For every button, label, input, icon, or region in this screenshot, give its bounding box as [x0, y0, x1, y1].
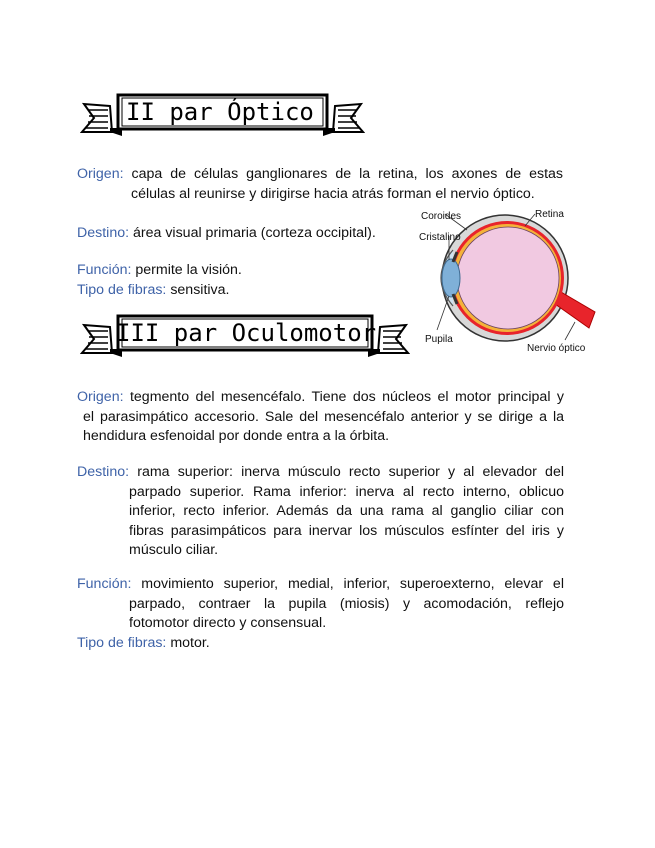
tipo-text: motor. [170, 634, 210, 651]
destino-label: Destino: [77, 225, 130, 241]
funcion-optico [77, 261, 242, 300]
eye-diagram [415, 200, 605, 360]
origen-optico [77, 165, 563, 204]
origen-text-1: tegmento del mesencéfalo. Tiene dos núcleos el motor principal y [129, 389, 564, 405]
destino-text-1: rama superior: inerva músculo recto superior y al elevador del [137, 464, 564, 480]
funcion-text-2: parpado, contraer la pupila (miosis) y acomodación, reflejo [129, 595, 564, 612]
origen-text-3: hendidura esfenoidal por donde entra a la órbita. [83, 428, 390, 444]
label-nervio-optico: Nervio óptico [527, 343, 586, 354]
origen-text-2: el parasimpático accesorio. Sale del mesencéfalo anterior y se dirige a la [83, 408, 564, 425]
banner-optico [80, 92, 365, 142]
tipo-label: Tipo de fibras: [77, 281, 167, 298]
destino-text-5: músculo ciliar. [129, 542, 219, 558]
label-retina: Retina [535, 209, 564, 220]
label-coroides: Coroides [421, 211, 462, 222]
origen-label: Origen: [77, 389, 124, 405]
funcion-label: Función: [77, 576, 132, 592]
funcion-label: Función: [77, 262, 132, 278]
destino-text-2: parpado superior. Rama inferior: inerva al recto interno, oblicuo [129, 483, 564, 500]
funcion-oculomotor [77, 575, 564, 653]
section-title-oculomotor: III par Oculomotor [116, 319, 377, 347]
label-pupila: Pupila [425, 334, 453, 345]
banner-oculomotor [80, 313, 410, 363]
funcion-text-3: fotomotor directo y consensual. [129, 615, 327, 631]
tipo-label: Tipo de fibras: [77, 634, 167, 651]
section-title-optico: II par Óptico [126, 98, 314, 126]
destino-text-4: fibras parasimpáticos para inervar los músculos esfínter del iris y [129, 522, 564, 539]
destino-text-3: inferior, recto inferior. Además da una rama al ganglio ciliar con [129, 503, 564, 519]
funcion-text-1: movimiento superior, medial, inferior, superoexterno, elevar el [141, 576, 564, 592]
label-cristalino: Cristalino [419, 232, 461, 243]
origen-text-2: células al reunirse y dirigirse hacia atrás forman el nervio óptico. [131, 185, 535, 202]
destino-oculomotor [77, 463, 564, 561]
tipo-text: sensitiva. [170, 281, 230, 298]
origen-label: Origen: [77, 166, 124, 182]
funcion-text: permite la visión. [135, 262, 242, 278]
destino-text: área visual primaria (corteza occipital). [133, 225, 376, 241]
destino-label: Destino: [77, 464, 130, 480]
destino-optico [77, 224, 376, 244]
origen-text-1: capa de células ganglionares de la retina, los axones de estas [131, 166, 564, 182]
origen-oculomotor [77, 388, 564, 447]
